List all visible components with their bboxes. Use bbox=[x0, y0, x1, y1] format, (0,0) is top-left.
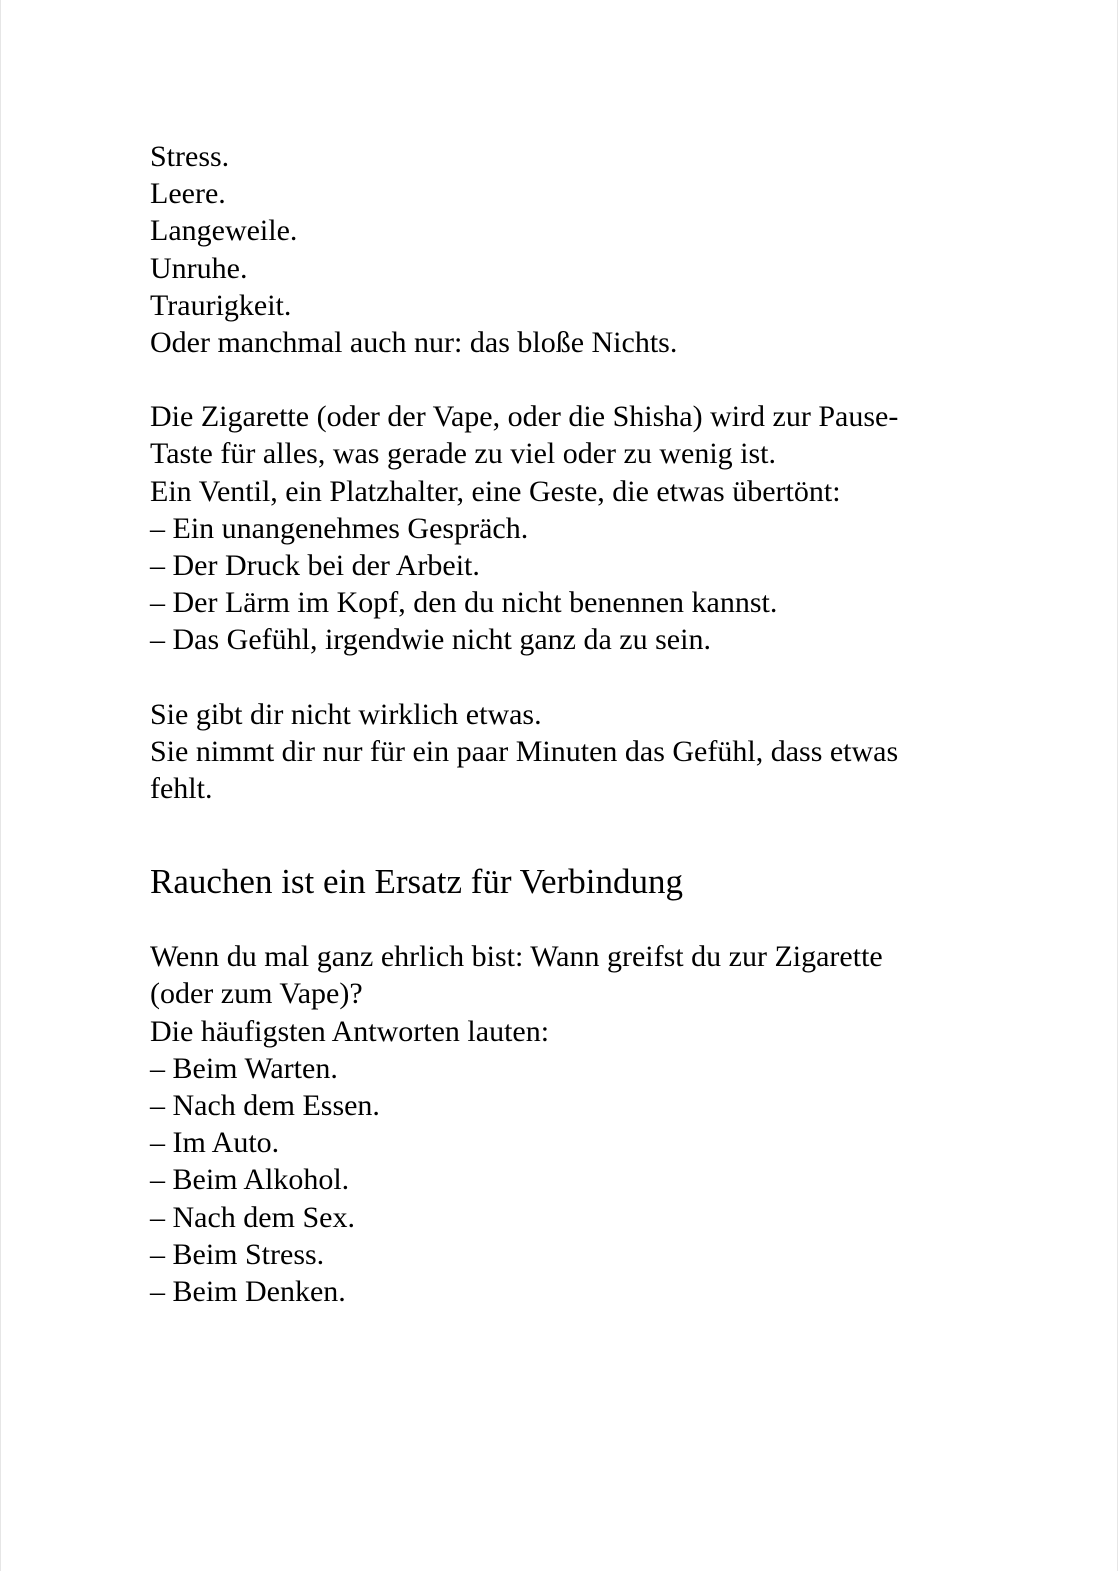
text-line: Langeweile. bbox=[150, 214, 298, 248]
text-line: Sie nimmt dir nur für ein paar Minuten das Gefühl, dass etwas bbox=[150, 734, 899, 768]
paragraph-spacer bbox=[150, 361, 970, 398]
text-line: Unruhe. bbox=[150, 251, 248, 285]
list-item: – Ein unangenehmes Gespräch. bbox=[150, 511, 529, 545]
text-line: (oder zum Vape)? bbox=[150, 977, 363, 1011]
list-item: – Nach dem Essen. bbox=[150, 1089, 380, 1123]
list-item: – Der Druck bei der Arbeit. bbox=[150, 549, 480, 583]
list-item: – Beim Stress. bbox=[150, 1237, 325, 1271]
list-item: – Beim Denken. bbox=[150, 1275, 346, 1309]
when-smoking-paragraph bbox=[150, 938, 970, 1310]
text-line: Leere. bbox=[150, 177, 226, 211]
text-line: Sie gibt dir nicht wirklich etwas. bbox=[150, 697, 542, 731]
section-spacer bbox=[150, 807, 970, 860]
text-line: Die Zigarette (oder der Vape, oder die Shisha) wird zur Pause- bbox=[150, 400, 899, 434]
text-line: Traurigkeit. bbox=[150, 288, 292, 322]
text-line: Ein Ventil, ein Platzhalter, eine Geste, die etwas übertönt: bbox=[150, 474, 841, 508]
text-line: Die häufigsten Antworten lauten: bbox=[150, 1014, 550, 1048]
paragraph-spacer bbox=[150, 904, 970, 938]
paragraph-spacer bbox=[150, 659, 970, 696]
text-line: fehlt. bbox=[150, 772, 213, 806]
list-item: – Beim Warten. bbox=[150, 1051, 338, 1085]
text-line: Taste für alles, was gerade zu viel oder zu wenig ist. bbox=[150, 437, 777, 471]
section-heading: Rauchen ist ein Ersatz für Verbindung bbox=[150, 862, 683, 902]
list-item: – Das Gefühl, irgendwie nicht ganz da zu sein. bbox=[150, 623, 711, 657]
pause-button-paragraph bbox=[150, 398, 970, 658]
list-item: – Beim Alkohol. bbox=[150, 1163, 350, 1197]
text-line: Stress. bbox=[150, 140, 230, 173]
text-line: Wenn du mal ganz ehrlich bist: Wann greifst du zur Zigarette bbox=[150, 940, 883, 974]
text-line: Oder manchmal auch nur: das bloße Nichts. bbox=[150, 326, 678, 360]
conclusion-paragraph bbox=[150, 696, 970, 808]
list-item: – Nach dem Sex. bbox=[150, 1200, 355, 1234]
feelings-list bbox=[150, 138, 970, 361]
list-item: – Im Auto. bbox=[150, 1126, 280, 1160]
document-body bbox=[150, 138, 970, 1310]
list-item: – Der Lärm im Kopf, den du nicht benennen kannst. bbox=[150, 586, 778, 620]
